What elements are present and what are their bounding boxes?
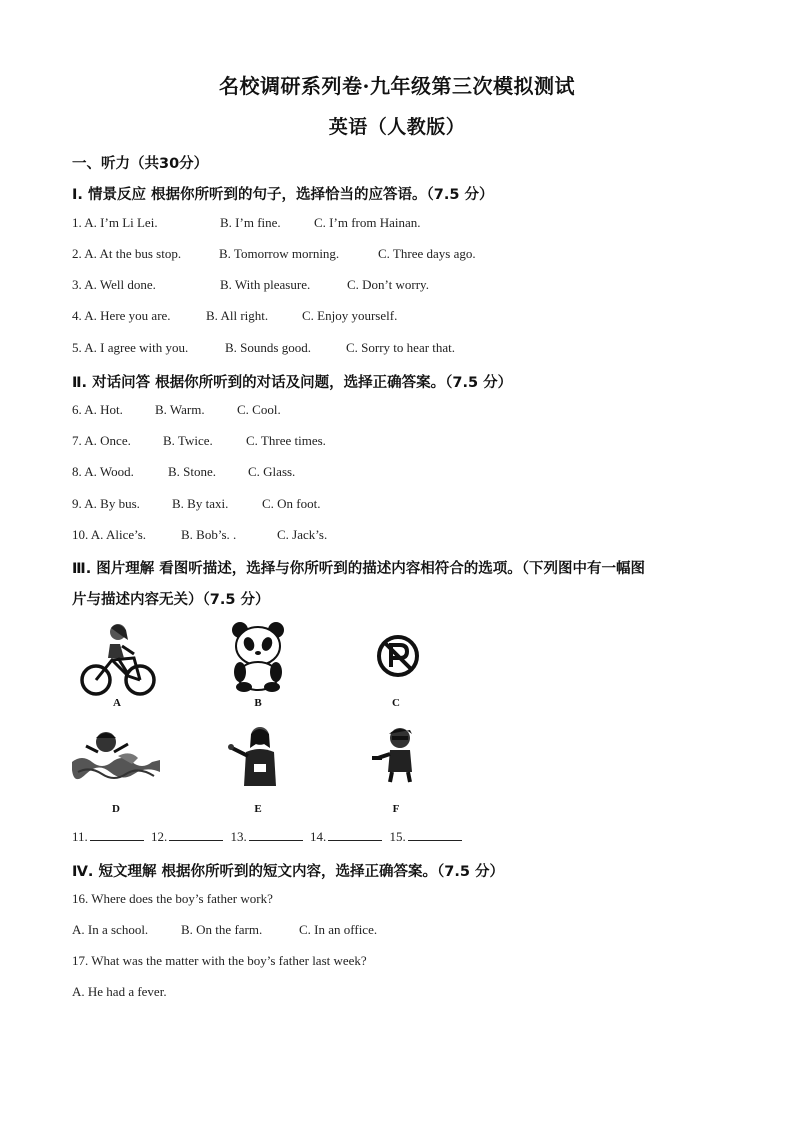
option-b: B. Stone. <box>168 464 217 479</box>
question-17: 17. What was the matter with the boy’s father last week? <box>72 953 367 968</box>
answer-blank[interactable] <box>408 830 462 841</box>
picture-label-e: E <box>254 803 262 815</box>
option-a: 8. A. Wood. <box>72 464 134 479</box>
option-c: C. In an office. <box>299 922 378 937</box>
part-heading-listening: 一、听力（共30分） <box>72 156 209 172</box>
picture-label-f: F <box>392 803 400 815</box>
no-parking-icon <box>376 634 420 678</box>
option-b: B. On the farm. <box>181 922 263 937</box>
answer-blank[interactable] <box>249 830 303 841</box>
option-c: C. Cool. <box>237 402 281 417</box>
exam-subtitle: 英语（人教版） <box>328 116 466 138</box>
option-c: C. I’m from Hainan. <box>314 215 421 230</box>
option-a: 10. A. Alice’s. <box>72 527 147 542</box>
answer-blank[interactable] <box>90 830 144 841</box>
option-c: C. On foot. <box>262 496 321 511</box>
option-a: 3. A. Well done. <box>72 277 156 292</box>
blank-number: 13. <box>230 829 247 844</box>
option-b: B. Tomorrow morning. <box>219 246 340 261</box>
option-a: 9. A. By bus. <box>72 496 140 511</box>
section-heading-situational: I. 情景反应 根据你所听到的句子，选择恰当的应答语。（7.5 分） <box>72 187 494 203</box>
blank-number: 14. <box>310 829 327 844</box>
section-heading-pictures-line2: 片与描述内容无关）（7.5 分） <box>72 592 270 608</box>
question-16: 16. Where does the boy’s father work? <box>72 891 273 906</box>
panda-icon <box>226 620 290 692</box>
section-heading-passage: Ⅳ. 短文理解 根据你所听到的短文内容，选择正确答案。（7.5 分） <box>72 864 505 880</box>
option-a: 6. A. Hot. <box>72 402 123 417</box>
option-c: C. Sorry to hear that. <box>346 340 456 355</box>
option-c: C. Jack’s. <box>277 527 328 542</box>
option-a: A. In a school. <box>72 922 149 937</box>
question-17-option-a: A. He had a fever. <box>72 984 167 999</box>
blank-number: 11. <box>72 829 88 844</box>
option-b: B. I’m fine. <box>220 215 281 230</box>
boy-in-flood-icon <box>72 726 160 782</box>
picture-label-c: C <box>392 697 400 709</box>
answer-blank[interactable] <box>328 830 382 841</box>
option-b: B. With pleasure. <box>220 277 311 292</box>
woman-presenting-icon <box>226 724 286 786</box>
picture-label-b: B <box>254 697 262 709</box>
option-b: B. By taxi. <box>172 496 229 511</box>
option-c: C. Glass. <box>248 464 296 479</box>
answer-blanks-row <box>72 829 466 845</box>
option-a: 4. A. Here you are. <box>72 308 171 323</box>
option-a: 2. A. At the bus stop. <box>72 246 182 261</box>
girl-riding-bike-icon <box>78 618 158 698</box>
option-a: 7. A. Once. <box>72 433 131 448</box>
picture-label-d: D <box>112 803 120 815</box>
option-a: 1. A. I’m Li Lei. <box>72 215 158 230</box>
option-c: C. Don’t worry. <box>347 277 429 292</box>
picture-label-a: A <box>113 697 121 709</box>
exam-title: 名校调研系列卷·九年级第三次模拟测试 <box>219 74 575 98</box>
blank-number: 15. <box>389 829 406 844</box>
blank-number: 12. <box>151 829 168 844</box>
option-c: C. Three times. <box>246 433 326 448</box>
section-heading-dialogue: Ⅱ. 对话问答 根据你所听到的对话及问题，选择正确答案。（7.5 分） <box>72 375 513 391</box>
answer-blank[interactable] <box>169 830 223 841</box>
option-c: C. Three days ago. <box>378 246 476 261</box>
option-b: B. Sounds good. <box>225 340 311 355</box>
section-heading-pictures-line1: Ⅲ. 图片理解 看图听描述，选择与你所听到的描述内容相符合的选项。（下列图中有一幅图 <box>72 561 646 577</box>
option-b: B. All right. <box>206 308 269 323</box>
option-b: B. Bob’s. . <box>181 527 237 542</box>
boy-shooting-icon <box>372 724 424 784</box>
option-b: B. Warm. <box>155 402 205 417</box>
option-a: 5. A. I agree with you. <box>72 340 189 355</box>
option-c: C. Enjoy yourself. <box>302 308 398 323</box>
option-b: B. Twice. <box>163 433 213 448</box>
